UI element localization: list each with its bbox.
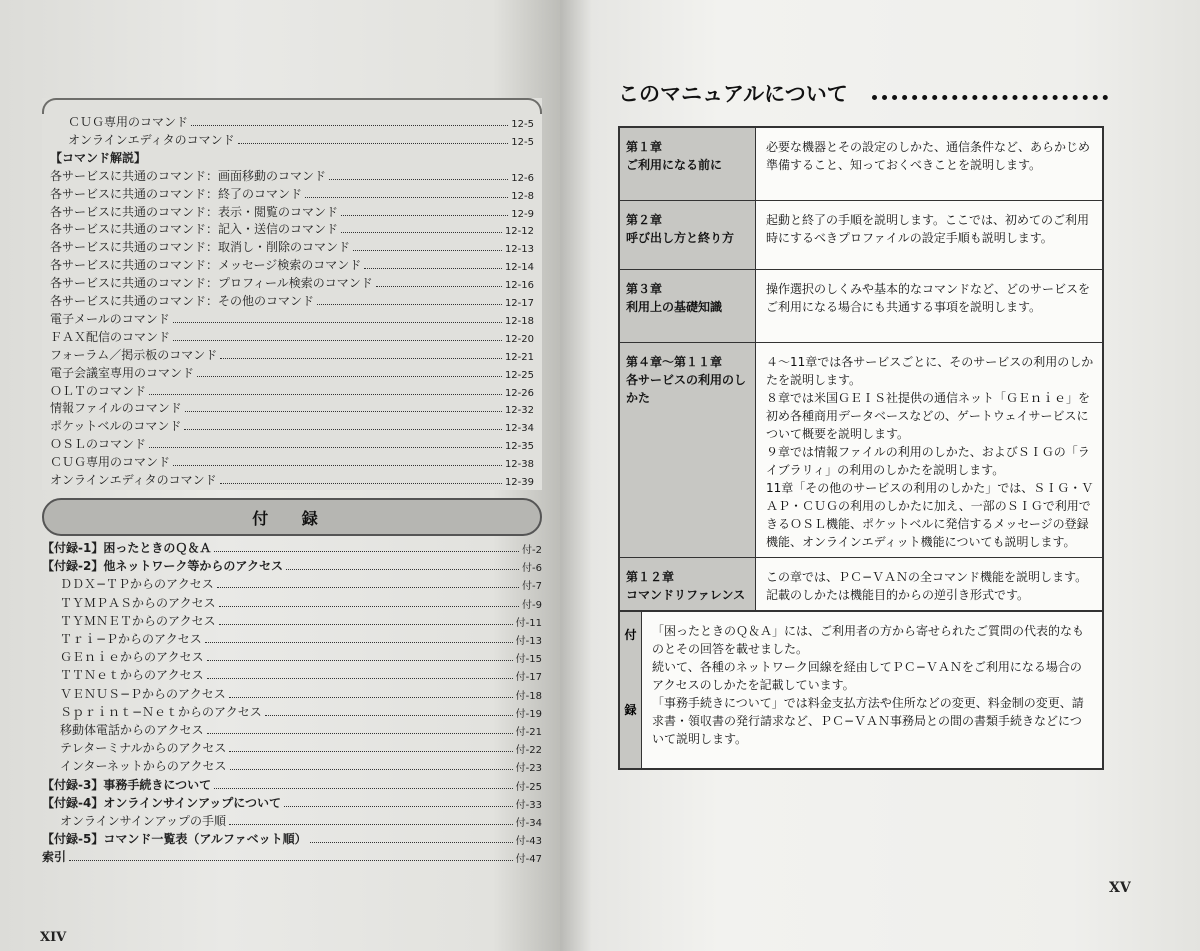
toc-entry — [50, 184, 534, 202]
toc-entry-label: 電子メールのコマンド — [50, 311, 170, 326]
toc-entry-page: 付-9 — [522, 599, 542, 611]
toc-entry-label: ＤＤＸ−ＴＰからのアクセス — [60, 577, 214, 592]
toc-dot-leader — [265, 715, 513, 716]
toc-entry-page: 付-7 — [522, 581, 542, 593]
toc-entry-label: ＯＬＴのコマンド — [50, 383, 147, 398]
appendix-description-paragraph: 続いて、各種のネットワーク回線を経由してＰＣ−ＶＡＮをご利用になる場合のアクセスのしかたを記載しています。 — [652, 660, 1082, 692]
toc-entry — [50, 273, 534, 291]
page-number-left: XIV — [40, 930, 67, 945]
right-page — [560, 0, 1200, 951]
toc-entry-page: 12-39 — [504, 477, 534, 488]
toc-entry-page: 12-34 — [504, 423, 534, 435]
toc-entry-label: 【コマンド解説】 — [50, 150, 147, 165]
toc-entry-label: ＧＥｎｉｅからのアクセス — [60, 650, 204, 665]
toc-entry-label: 各サービスに共通のコマンド：プロフィール検索のコマンド — [50, 276, 373, 291]
chapter-name-line: ご利用になる前に — [626, 158, 723, 172]
chapter-description-paragraph: 起動と終了の手順を説明します。ここでは、初めてのご利用時にするべきプロファイルの設定手順も説明します。 — [766, 213, 1090, 245]
toc-entry-page: 12-17 — [504, 298, 534, 309]
toc-entry — [50, 327, 534, 345]
toc-entry — [50, 434, 534, 452]
toc-entry — [42, 756, 542, 774]
toc-dot-leader — [214, 788, 513, 789]
toc-entry-label: Ｓｐｒｉｎｔ−Ｎｅｔからのアクセス — [60, 704, 262, 719]
toc-entry — [50, 398, 534, 416]
toc-entry-page: 12-26 — [504, 387, 534, 399]
toc-entry-label: ポケットベルのコマンド — [50, 419, 182, 434]
toc-entry-page: 付-2 — [522, 545, 542, 556]
appendix-description-paragraph: 「困ったときのＱ＆Ａ」には、ご利用者の方から寄せられたご質問の代表的なものとその回答を載せました。 — [652, 624, 1085, 656]
appendix-overview-box — [618, 610, 1104, 770]
toc-entry-page: 12-25 — [504, 369, 534, 381]
toc-entry-page: 付-11 — [515, 617, 542, 629]
toc-entry-page: 12-35 — [504, 441, 534, 453]
appendix-description-paragraph: 「事務手続きについて」では料金支払方法や住所などの変更、料金制の変更、請求書・領収書の発行請求など、ＰＣ−ＶＡＮ事務局との間の書類手続きなどについて説明します。 — [652, 696, 1084, 746]
toc-entry — [50, 363, 534, 381]
toc-entry-label: 移動体電話からのアクセス — [60, 723, 204, 737]
toc-entry-label: フォーラム／掲示板のコマンド — [50, 347, 218, 362]
toc-entry-page: 付-33 — [515, 799, 542, 811]
toc-entry-page: 付-34 — [515, 818, 542, 829]
toc-dot-leader — [69, 860, 513, 861]
toc-dot-leader — [317, 304, 502, 305]
toc-entry-page: 付-18 — [515, 690, 542, 702]
toc-entry-label: 情報ファイルのコマンド — [50, 401, 182, 416]
appendix-heading-bar: 付 録 — [42, 498, 542, 536]
toc-entry-page: 12-32 — [504, 405, 534, 417]
toc-entry — [42, 829, 542, 847]
toc-entry-page: 12-12 — [504, 226, 534, 238]
chapter-description-paragraph: ４〜11章では各サービスごとに、そのサービスの利用のしかたを説明します。 — [766, 355, 1094, 387]
toc-entry-page: 付-17 — [515, 672, 542, 684]
toc-dot-leader — [219, 624, 513, 625]
chapter-name-line: 第１章 — [626, 140, 663, 154]
toc-entry — [50, 130, 534, 148]
toc-entry — [42, 629, 542, 647]
toc-dot-leader — [191, 125, 508, 126]
toc-dot-leader — [149, 394, 502, 395]
toc-dot-leader — [149, 447, 502, 448]
toc-dot-leader — [230, 769, 513, 770]
toc-entry — [50, 381, 534, 399]
toc-entry — [50, 148, 534, 166]
toc-entry-label: 各サービスに共通のコマンド：表示・閲覧のコマンド — [50, 204, 339, 219]
toc-dot-leader — [207, 733, 513, 734]
toc-entry-label: 電子会議室専用のコマンド — [50, 365, 195, 380]
toc-entry-page: 12-6 — [511, 172, 534, 184]
toc-entry-page: 12-5 — [511, 136, 534, 148]
toc-entry-label: ＯＳＬのコマンド — [50, 437, 147, 452]
toc-entry-page: 12-8 — [511, 190, 534, 202]
toc-dot-leader — [219, 606, 519, 607]
toc-entry — [50, 255, 534, 273]
toc-entry-label: オンラインサインアップの手順 — [60, 814, 226, 828]
toc-entry — [50, 416, 534, 434]
toc-entry — [42, 647, 542, 665]
title-dotted-leader — [872, 95, 1108, 100]
toc-entry-page: 付-22 — [515, 745, 542, 757]
toc-dot-leader — [173, 465, 502, 466]
toc-entry — [50, 452, 534, 470]
chapter-name-line: コマンドリファレンス — [626, 588, 746, 602]
toc-entry-label: オンラインエディタのコマンド — [68, 132, 235, 147]
chapter-description-paragraph: ８章では米国ＧＥＩＳ社提供の通信ネット「ＧＥｎｉｅ」を初め各種商用データベースなどの、ゲートウェイサービスについて概要を説明します。 — [766, 391, 1091, 441]
left-page — [0, 0, 560, 951]
page-title: このマニュアルについて — [618, 82, 848, 106]
toc-entry — [42, 574, 542, 592]
chapter-overview-table — [618, 126, 1104, 622]
toc-entry-page: 付-25 — [515, 781, 542, 793]
chapter-name-line: 第３章 — [626, 282, 663, 296]
chapter-name-cell — [620, 128, 756, 200]
chapter-row — [620, 270, 1102, 343]
toc-entry-label: ＣＵＧ専用のコマンド — [50, 455, 171, 470]
toc-entry-label: ＴＹＭＮＥＴからのアクセス — [60, 613, 216, 628]
chapter-description-cell — [756, 270, 1102, 342]
toc-entry-label: 【付録-5】コマンド一覧表（アルファベット順） — [42, 832, 307, 847]
toc-entry-label: 各サービスに共通のコマンド：取消し・削除のコマンド — [50, 240, 351, 255]
toc-entry — [42, 847, 542, 865]
appendix-side-char: 録 — [624, 703, 637, 717]
toc-entry-page: 12-18 — [504, 315, 534, 327]
toc-entry-label: 各サービスに共通のコマンド：終了のコマンド — [50, 186, 303, 201]
toc-dot-leader — [214, 551, 519, 552]
toc-entry-page: 12-14 — [504, 262, 534, 274]
toc-entry — [50, 112, 534, 130]
toc-dot-leader — [229, 697, 513, 698]
toc-entry — [50, 219, 534, 237]
toc-entry — [50, 345, 534, 363]
toc-entry-label: ＶＥＮＵＳ−Ｐからのアクセス — [60, 686, 226, 701]
toc-entry-page: 12-9 — [511, 208, 534, 220]
toc-entry-label: 【付録-1】困ったときのＱ＆Ａ — [42, 541, 212, 555]
toc-dot-leader — [341, 215, 508, 216]
toc-entry-page: 12-16 — [504, 280, 534, 292]
toc-entry — [50, 202, 534, 220]
toc-entry — [42, 811, 542, 829]
chapter-description-paragraph: 必要な機器とその設定のしかた、通信条件など、あらかじめ準備すること、知っておくべきことを説明します。 — [766, 140, 1091, 172]
toc-dot-leader — [197, 376, 502, 377]
chapter-name-line: 呼び出し方と終り方 — [626, 231, 735, 245]
toc-entry-label: 各サービスに共通のコマンド：その他のコマンド — [50, 294, 315, 308]
toc-dot-leader — [207, 660, 513, 661]
toc-entry — [42, 556, 542, 574]
toc-entry-page: 付-13 — [515, 636, 542, 647]
toc-dot-leader — [353, 250, 502, 251]
toc-entry-label: オンラインエディタのコマンド — [50, 473, 217, 487]
chapter-description-paragraph: この章では、ＰＣ−ＶＡＮの全コマンド機能を説明します。記載のしかたは機能目的からの逆引き形式です。 — [766, 570, 1088, 602]
toc-dot-leader — [217, 587, 519, 588]
toc-dot-leader — [207, 678, 513, 679]
chapter-description-paragraph: ９章では情報ファイルの利用のしかた、およびＳＩＧの「ライブラリィ」の利用のしかたを説明します。 — [766, 445, 1090, 477]
toc-entry — [42, 793, 542, 811]
toc-entry-page: 12-21 — [504, 351, 534, 363]
toc-entry-page: 12-13 — [504, 244, 534, 256]
toc-entry-page: 付-15 — [515, 654, 542, 666]
toc-entry — [42, 665, 542, 683]
chapter-name-line: 第２章 — [626, 213, 663, 227]
chapter-name-line: 利用上の基礎知識 — [626, 300, 723, 314]
toc-entry-page: 付-19 — [515, 708, 542, 720]
toc-entry-page: 付-6 — [522, 563, 542, 575]
toc-entry — [42, 684, 542, 702]
chapter-description-cell — [756, 128, 1102, 200]
toc-entry-page: 付-47 — [515, 854, 542, 866]
toc-entry-page: 付-21 — [515, 727, 542, 738]
toc-dot-leader — [173, 322, 502, 323]
page-number-right: XV — [1109, 880, 1131, 896]
chapter-description-cell — [756, 343, 1102, 557]
toc-dot-leader — [284, 806, 513, 807]
appendix-side-label — [620, 612, 642, 768]
chapter-description-cell — [756, 201, 1102, 269]
toc-entry-label: テレターミナルからのアクセス — [60, 741, 227, 756]
chapter-description-paragraph: 11章「その他のサービスの利用のしかた」では、ＳＩＧ・ＶＡＰ・ＣＵＧの利用のしかたに加え、一部のＳＩＧで利用できるＯＳＬ機能、ポケットベルに発信するメッセージの登録機能、オンラインエディット機能についても説明します。 — [766, 481, 1094, 549]
toc-entry-label: 各サービスに共通のコマンド：記入・送信のコマンド — [50, 222, 339, 237]
chapter-row — [620, 128, 1102, 201]
toc-entry-page: 12-5 — [511, 119, 534, 130]
chapter-name-cell — [620, 270, 756, 342]
toc-entry — [50, 291, 534, 309]
toc-entry — [50, 309, 534, 327]
toc-entry-page: 12-38 — [504, 459, 534, 471]
toc-entry-label: 各サービスに共通のコマンド：画面移動のコマンド — [50, 168, 327, 183]
appendix-description — [642, 612, 1102, 768]
chapter-description-paragraph: 操作選択のしくみや基本的なコマンドなど、どのサービスをご利用になる場合にも共通する事項を説明します。 — [766, 282, 1091, 314]
toc-entry — [42, 720, 542, 738]
toc-dot-leader — [229, 751, 512, 752]
toc-dot-leader — [305, 197, 508, 198]
table-of-contents — [42, 98, 542, 866]
toc-dot-leader — [364, 268, 502, 269]
chapter-name-cell — [620, 343, 756, 557]
toc-dot-leader — [205, 642, 513, 643]
toc-dot-leader — [329, 179, 508, 180]
toc-entry — [50, 237, 534, 255]
toc-entry — [42, 775, 542, 793]
toc-dot-leader — [220, 483, 502, 484]
toc-entry-label: ＴＴＮｅｔからのアクセス — [60, 668, 204, 683]
chapter-name-line: 各サービスの利用のしかた — [626, 373, 747, 405]
toc-entry-page: 12-20 — [504, 333, 534, 345]
toc-dot-leader — [286, 569, 519, 570]
chapter-name-cell — [620, 201, 756, 269]
toc-dot-leader — [376, 286, 502, 287]
toc-dot-leader — [310, 842, 513, 843]
toc-entry-label: 索引 — [42, 850, 67, 865]
chapter-row — [620, 201, 1102, 270]
toc-entry — [42, 593, 542, 611]
toc-entry — [50, 470, 534, 488]
appendix-side-char: 付 — [624, 628, 637, 642]
toc-dot-leader — [341, 232, 502, 233]
chapter-name-line: 第１２章 — [626, 570, 675, 584]
toc-dot-leader — [173, 340, 502, 341]
toc-entry — [42, 738, 542, 756]
toc-entry — [42, 538, 542, 556]
toc-dot-leader — [229, 824, 513, 825]
toc-entry-label: インターネットからのアクセス — [60, 759, 227, 774]
toc-chapter-12-section — [42, 98, 542, 490]
toc-entry-page: 付-43 — [515, 836, 542, 848]
toc-entry-label: 【付録-4】オンラインサインアップについて — [42, 795, 282, 810]
toc-entry — [42, 611, 542, 629]
toc-entry — [42, 702, 542, 720]
toc-entry-page: 付-23 — [515, 763, 542, 775]
toc-dot-leader — [184, 429, 502, 430]
toc-dot-leader — [238, 143, 509, 144]
toc-entry-label: 【付録-2】他ネットワーク等からのアクセス — [42, 559, 283, 574]
toc-entry — [50, 166, 534, 184]
toc-dot-leader — [220, 358, 502, 359]
toc-entry-label: 各サービスに共通のコマンド：メッセージ検索のコマンド — [50, 258, 362, 273]
toc-entry-label: ＴＹＭＰＡＳからのアクセス — [60, 595, 216, 610]
toc-entry-label: 【付録-3】事務手続きについて — [42, 777, 212, 792]
toc-entry-label: Ｔｒｉ−Ｐからのアクセス — [60, 632, 202, 646]
toc-entry-label: ＦＡＸ配信のコマンド — [50, 329, 171, 344]
toc-entry-label: ＣＵＧ専用のコマンド — [68, 115, 189, 129]
chapter-name-line: 第４章〜第１１章 — [626, 355, 723, 369]
toc-dot-leader — [185, 411, 502, 412]
chapter-row — [620, 343, 1102, 558]
